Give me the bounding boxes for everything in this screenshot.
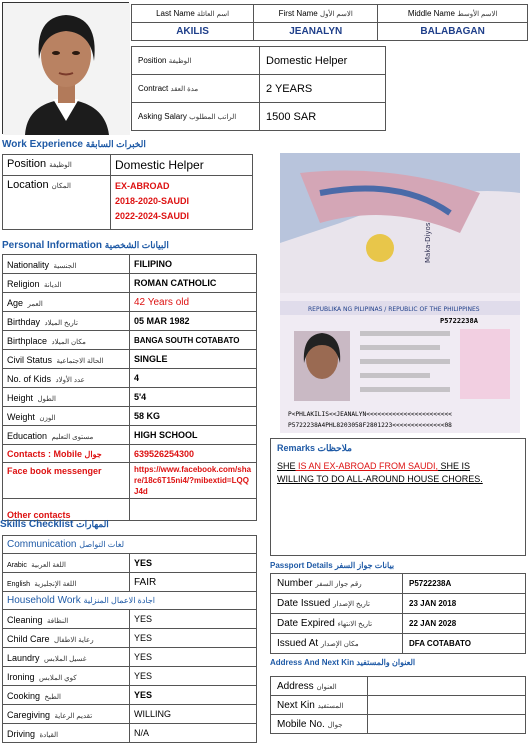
height-value: 5'4 <box>130 388 257 407</box>
communication-header: Communication لغات التواصل <box>3 536 257 554</box>
arabic-value: YES <box>130 554 257 573</box>
issued-at-value: DFA COTABATO <box>403 634 526 654</box>
issued-at-label: Issued At مكان الإصدار <box>271 634 403 654</box>
civil-status-value: SINGLE <box>130 350 257 369</box>
contacts-label: Contacts : Mobile جوال <box>3 445 130 463</box>
location-line: 2018-2020-SAUDI <box>115 196 190 206</box>
arabic-label: Arabic اللغة العربية <box>3 554 130 573</box>
position-value: Domestic Helper <box>260 47 386 75</box>
remarks-part: IS AN EX-ABROAD FROM SAUDI, <box>295 461 439 471</box>
ironing-value: YES <box>130 667 257 686</box>
passport-mrz-line-1: P<PHLAKILIS<<JEANALYN<<<<<<<<<<<<<<<<<<<<<<< <box>288 411 452 418</box>
date-expired-label: Date Expired تاريخ الانتهاء <box>271 614 403 634</box>
address-label: Address العنوان <box>271 677 368 696</box>
work-position-label: Position الوظيفة <box>3 155 111 176</box>
skills-table <box>2 535 257 743</box>
work-location-value <box>111 176 253 230</box>
work-experience-table <box>2 154 253 230</box>
mobile-no-value <box>368 715 526 734</box>
cleaning-value: YES <box>130 610 257 629</box>
salary-value: 1500 SAR <box>260 103 386 131</box>
passport-country: REPUBLIKA NG PILIPINAS / REPUBLIC OF THE PHILIPPINES <box>308 306 480 313</box>
next-kin-label: Next Kin المستفيد <box>271 696 368 715</box>
cooking-label: Cooking الطبخ <box>3 686 130 705</box>
english-value: FAIR <box>130 573 257 592</box>
personal-info-title: Personal Information البيانات الشخصية <box>2 240 169 251</box>
next-kin-value <box>368 696 526 715</box>
household-header: Household Work اجادة الاعمال المنزلية <box>3 592 257 610</box>
date-expired-value: 22 JAN 2028 <box>403 614 526 634</box>
last-name-header: Last Name اسم العائلة <box>132 5 254 23</box>
personal-info-table <box>2 254 257 521</box>
weight-value: 58 KG <box>130 407 257 426</box>
birthday-value: 05 MAR 1982 <box>130 312 257 331</box>
contract-label: Contract مدة العقد <box>132 75 260 103</box>
driving-label: Driving القيادة <box>3 724 130 743</box>
education-value: HIGH SCHOOL <box>130 426 257 445</box>
address-table <box>270 676 526 734</box>
age-label: Age العمر <box>3 293 130 312</box>
nationality-value: FILIPINO <box>130 255 257 274</box>
remarks-text <box>277 460 519 486</box>
other-contacts-value <box>130 499 257 521</box>
skills-title: Skills Checklist المهارات <box>0 519 109 530</box>
kids-value: 4 <box>130 369 257 388</box>
passport-number-print: P5722238A <box>440 317 478 325</box>
laundry-value: YES <box>130 648 257 667</box>
age-value: 42 Years old <box>130 293 257 312</box>
name-table <box>131 4 528 41</box>
middle-name-value: BALABAGAN <box>378 23 528 41</box>
driving-value: N/A <box>130 724 257 743</box>
first-name-header: First Name الاسم الأول <box>254 5 378 23</box>
salary-label: Asking Salary الراتب المطلوب <box>132 103 260 131</box>
civil-status-label: Civil Status الحالة الاجتماعية <box>3 350 130 369</box>
passport-details-table <box>270 573 526 654</box>
passport-number-label: Number رقم جواز السفر <box>271 574 403 594</box>
address-title: Address And Next Kin العنوان والمستفيد <box>270 658 416 667</box>
work-experience-title: Work Experience الخبرات السابقة <box>2 139 146 150</box>
height-label: Height الطول <box>3 388 130 407</box>
date-issued-value: 23 JAN 2018 <box>403 594 526 614</box>
education-label: Education مستوى التعليم <box>3 426 130 445</box>
contract-value: 2 YEARS <box>260 75 386 103</box>
other-contacts-label: Other contacts <box>3 499 130 521</box>
passport-number-value: P5722238A <box>403 574 526 594</box>
remarks-title: Remarks ملاحظات <box>277 443 352 453</box>
remarks-part: WILLING TO DO ALL-AROUND HOUSE CHORES. <box>277 474 483 484</box>
passport-scan <box>280 153 520 433</box>
address-value <box>368 677 526 696</box>
passport-mrz-line-2: P5722238A4PHL8203058F2801223<<<<<<<<<<<<<<08 <box>288 422 452 429</box>
svg-text:Maka-Diyos: Maka-Diyos <box>424 222 432 263</box>
remarks-part: SHE IS <box>438 461 471 471</box>
location-line: 2022-2024-SAUDI <box>115 211 190 221</box>
cooking-value: YES <box>130 686 257 705</box>
child-care-value: YES <box>130 629 257 648</box>
mobile-value: 639526254300 <box>130 445 257 463</box>
mobile-no-label: Mobile No. جوال <box>271 715 368 734</box>
cleaning-label: Cleaning النظافة <box>3 610 130 629</box>
facebook-link[interactable]: https://www.facebook.com/share/18c6T15ni4/?mibextid=LQQJ4d <box>130 463 257 499</box>
work-position-value: Domestic Helper <box>111 155 253 176</box>
job-table <box>131 46 386 131</box>
ironing-label: Ironing كوي الملابس <box>3 667 130 686</box>
child-care-label: Child Care رعاية الاطفال <box>3 629 130 648</box>
laundry-label: Laundry غسيل الملابس <box>3 648 130 667</box>
kids-label: No. of Kids عدد الأولاد <box>3 369 130 388</box>
birthplace-label: Birthplace مكان الميلاد <box>3 331 130 350</box>
candidate-photo <box>2 2 129 134</box>
location-line: EX-ABROAD <box>115 181 170 191</box>
passport-scan-image <box>280 153 520 433</box>
birthday-label: Birthday تاريخ الميلاد <box>3 312 130 331</box>
caregiving-value: WILLING <box>130 705 257 724</box>
middle-name-header: Middle Name الاسم الأوسط <box>378 5 528 23</box>
passport-details-title: Passport Details بيانات جواز السفر <box>270 561 395 570</box>
remarks-box <box>270 438 526 556</box>
birthplace-value: BANGA SOUTH COTABATO <box>130 331 257 350</box>
remarks-part: SHE <box>277 461 296 471</box>
nationality-label: Nationality الجنسية <box>3 255 130 274</box>
caregiving-label: Caregiving تقديم الرعاية <box>3 705 130 724</box>
date-issued-label: Date Issued تاريخ الإصدار <box>271 594 403 614</box>
first-name-value: JEANALYN <box>254 23 378 41</box>
weight-label: Weight الوزن <box>3 407 130 426</box>
english-label: English اللغة الإنجليزية <box>3 573 130 592</box>
religion-label: Religion الديانة <box>3 274 130 293</box>
facebook-label: Face book messenger <box>3 463 130 499</box>
last-name-value: AKILIS <box>132 23 254 41</box>
work-location-label: Location المكان <box>3 176 111 230</box>
religion-value: ROMAN CATHOLIC <box>130 274 257 293</box>
portrait-image <box>3 3 130 135</box>
position-label: Position الوظيفة <box>132 47 260 75</box>
